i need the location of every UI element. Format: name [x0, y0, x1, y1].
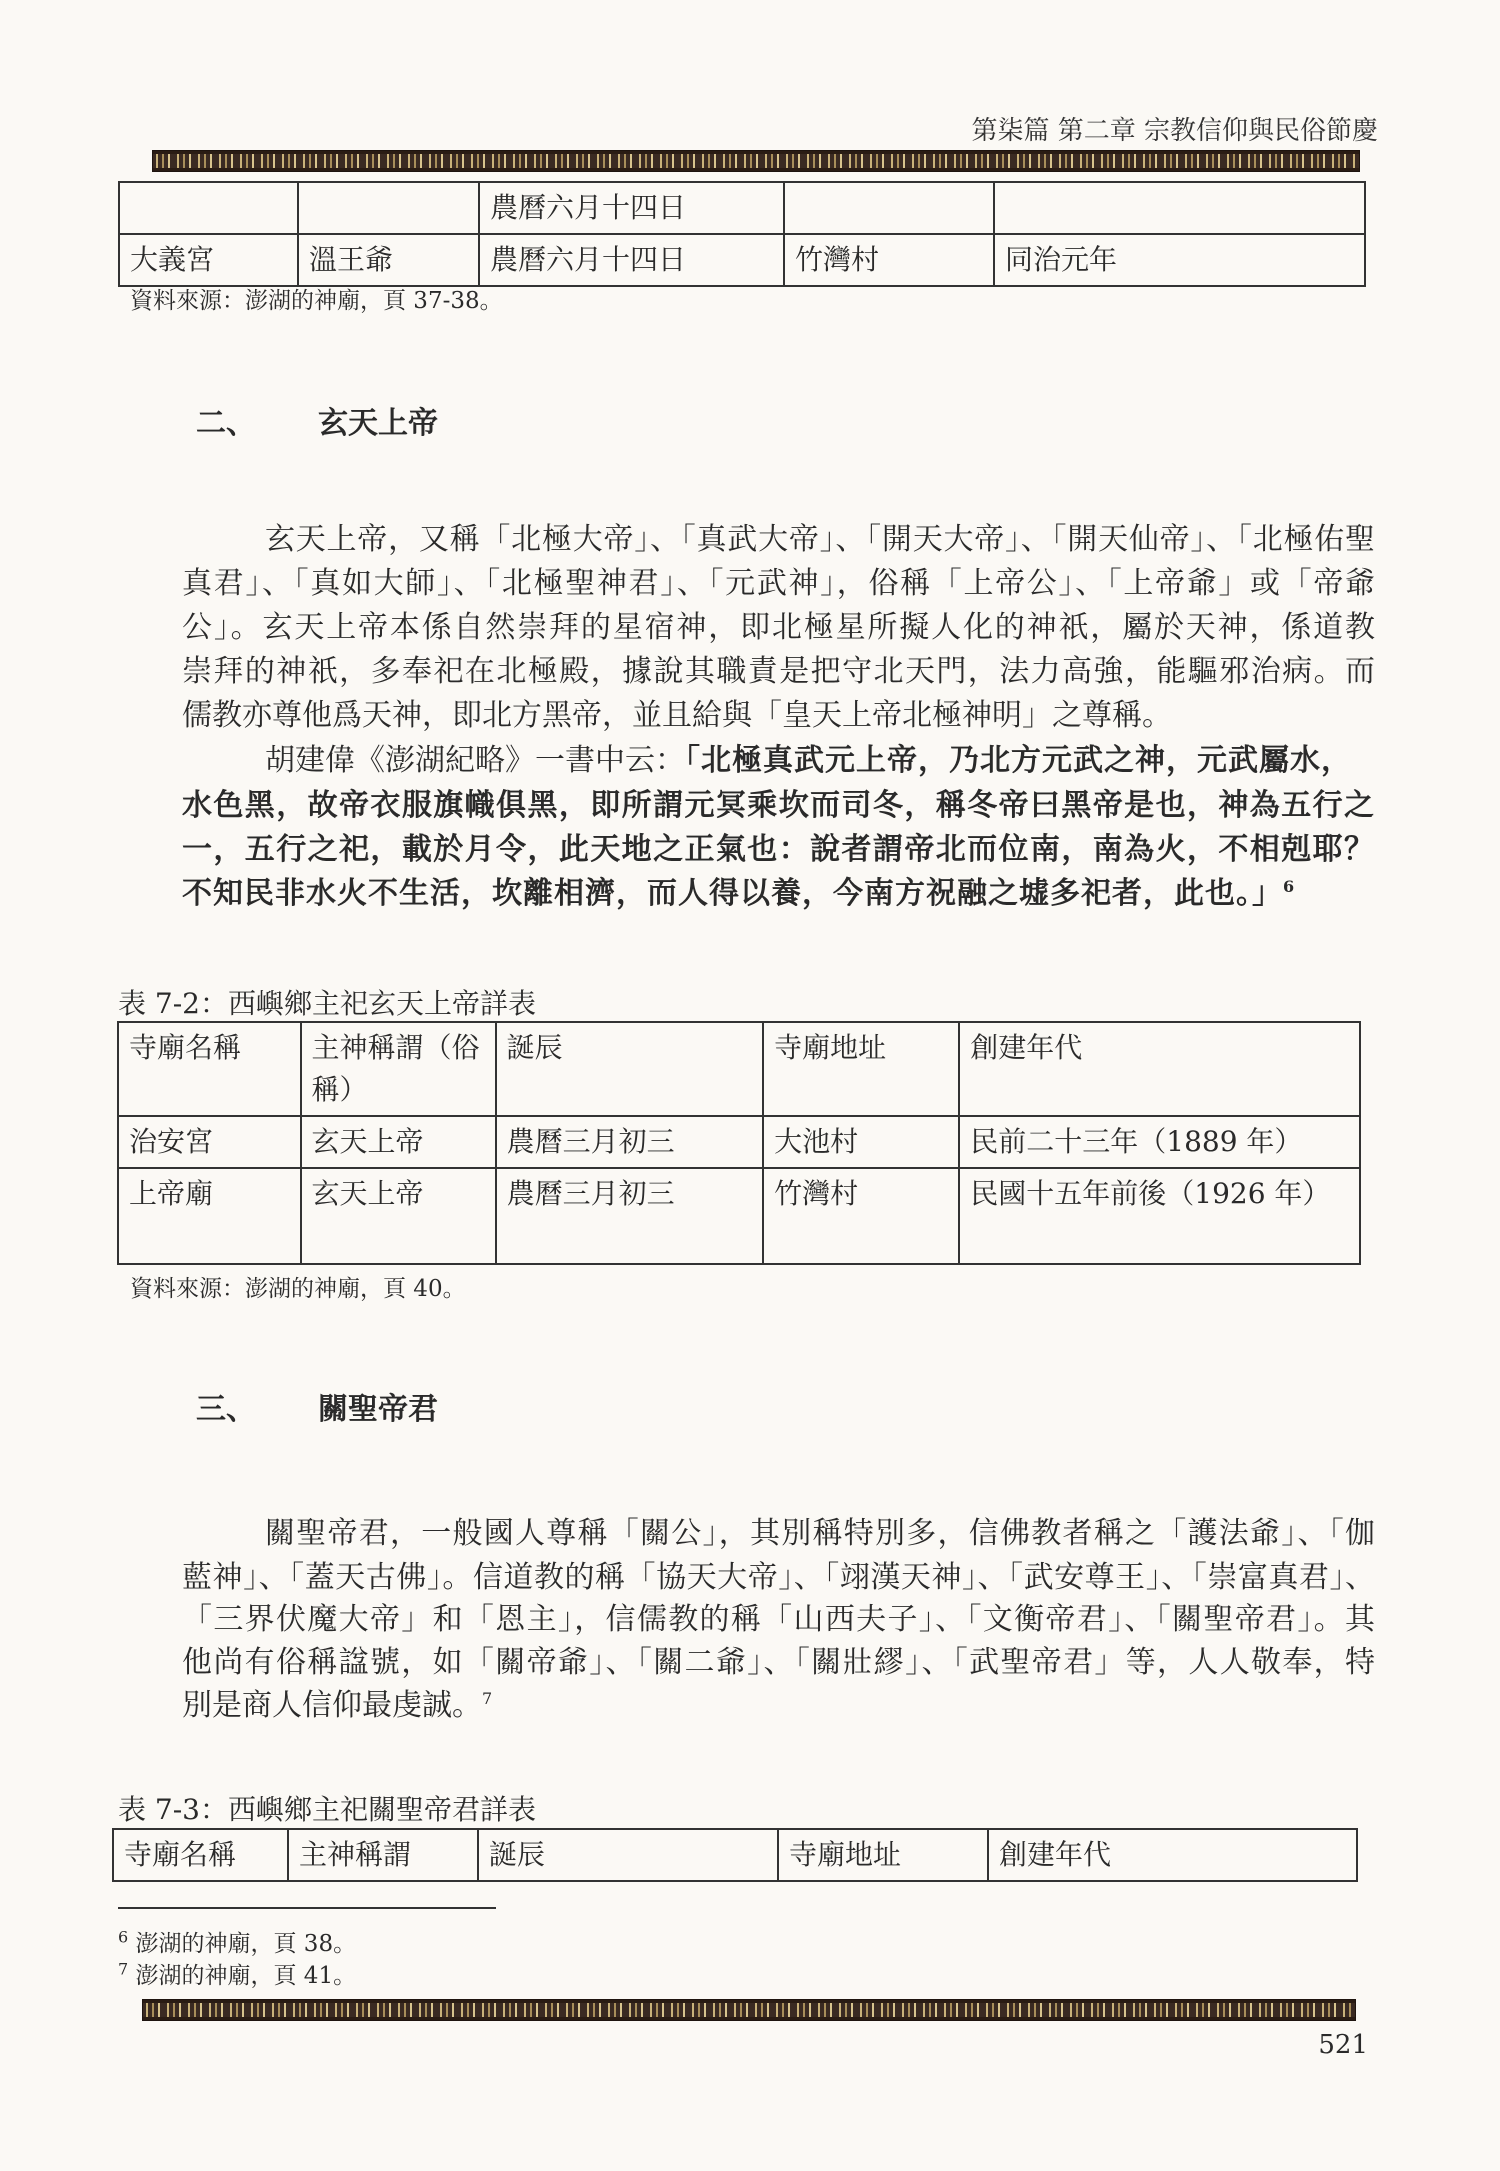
table-cell: 玄天上帝: [301, 1168, 496, 1264]
table-xuantian: [117, 1021, 1361, 1265]
table-cell: 竹灣村: [784, 234, 994, 286]
table-header-row: [118, 1022, 1360, 1116]
table-header: 創建年代: [988, 1829, 1357, 1881]
paragraph-line: 他尚有俗稱諡號，如「關帝爺」、「關二爺」、「關壯繆」、「武聖帝君」等，人人敬奉，特: [182, 1645, 1375, 1680]
table-header: 主神稱謂（俗稱）: [301, 1022, 496, 1116]
table-cell: 農曆三月初三: [496, 1168, 763, 1264]
table-caption: 表 7-3：西嶼鄉主祀關聖帝君詳表: [118, 1793, 536, 1826]
footnote-text: 澎湖的神廟，頁 41。: [135, 1963, 357, 1989]
running-header: 第柒篇 第二章 宗教信仰與民俗節慶: [971, 116, 1378, 146]
paragraph-line: 關聖帝君，一般國人尊稱「關公」，其別稱特別多，信佛教者稱之「護法爺」、「伽: [265, 1516, 1375, 1551]
footnote-ref: 7: [482, 1689, 493, 1708]
table-header: 寺廟地址: [778, 1829, 988, 1881]
table-row: [119, 234, 1365, 286]
table-cell: 大池村: [763, 1116, 959, 1168]
table-caption: 表 7-2：西嶼鄉主祀玄天上帝詳表: [118, 987, 536, 1020]
paragraph-line: 藍神」、「蓋天古佛」。信道教的稱「協天大帝」、「翊漢天神」、「武安尊王」、「崇富真君」、: [182, 1560, 1375, 1595]
table-header: 創建年代: [959, 1022, 1360, 1116]
table-cell: 治安宮: [118, 1116, 301, 1168]
table-cell: 溫王爺: [298, 234, 479, 286]
paragraph-line: 「三界伏魔大帝」和「恩主」，信儒教的稱「山西夫子」、「文衡帝君」、「關聖帝君」。其: [182, 1602, 1375, 1637]
paragraph-line: [182, 1680, 1375, 1724]
table-header: 寺廟名稱: [118, 1022, 301, 1116]
table-cell: 同治元年: [994, 234, 1365, 286]
table-header: 誕辰: [496, 1022, 763, 1116]
quote-intro: 胡建偉《澎湖紀略》一書中云：: [265, 743, 685, 778]
quote-line: 水色黑，故帝衣服旗幟俱黑，即所謂元冥乘坎而司冬，稱冬帝曰黑帝是也，神為五行之: [182, 788, 1375, 823]
footnote-divider: [118, 1907, 496, 1909]
section-number: 三、: [196, 1392, 256, 1427]
table-header: 寺廟名稱: [113, 1829, 288, 1881]
table-cell: 民國十五年前後（1926 年）: [959, 1168, 1360, 1264]
table-cell: [119, 182, 298, 234]
quote-text: 「北極真武元上帝，乃北方元武之神，元武屬水，: [685, 743, 1352, 778]
table-cell: 農曆六月十四日: [479, 234, 784, 286]
table-row: [119, 182, 1365, 234]
paragraph-line: 真君」、「真如大師」、「北極聖神君」、「元武神」，俗稱「上帝公」、「上帝爺」或「帝爺: [182, 566, 1375, 601]
table-cell: 上帝廟: [118, 1168, 301, 1264]
paragraph-line-text: 別是商人信仰最虔誠。: [182, 1688, 482, 1723]
footnote-number: 6: [118, 1927, 129, 1947]
table-cell: 竹灣村: [763, 1168, 959, 1264]
footnote-number: 7: [118, 1959, 129, 1979]
table-cell: 民前二十三年（1889 年）: [959, 1116, 1360, 1168]
paragraph-line: 儒教亦尊他爲天神，即北方黑帝，並且給與「皇天上帝北極神明」之尊稱。: [182, 698, 1172, 733]
footnote: [118, 1957, 356, 1990]
table-source: 資料來源：澎湖的神廟，頁 40。: [130, 1276, 466, 1302]
table-cell: 農曆六月十四日: [479, 182, 784, 234]
table-header: 主神稱謂: [288, 1829, 478, 1881]
section-title: 玄天上帝: [318, 406, 438, 441]
paragraph-line: 玄天上帝，又稱「北極大帝」、「真武大帝」、「開天大帝」、「開天仙帝」、「北極佑聖: [265, 522, 1375, 557]
section-number: 二、: [196, 406, 256, 441]
table-row: [118, 1116, 1360, 1168]
table-cell: 農曆三月初三: [496, 1116, 763, 1168]
decorative-border-bottom: [142, 1999, 1356, 2021]
table-header: 寺廟地址: [763, 1022, 959, 1116]
page-number: 521: [1318, 2030, 1368, 2060]
table-cell: 大義宮: [119, 234, 298, 286]
footnote: [118, 1925, 356, 1958]
footnote-text: 澎湖的神廟，頁 38。: [135, 1931, 357, 1957]
quote-line-text: 不知民非水火不生活，坎離相濟，而人得以養，今南方祝融之墟多祀者，此也。」: [182, 876, 1283, 911]
table-guansheng: [112, 1828, 1358, 1882]
table-cell: [994, 182, 1365, 234]
paragraph-line: [265, 735, 1375, 779]
table-row: [118, 1168, 1360, 1264]
paragraph-line: 崇拜的神祇，多奉祀在北極殿，據說其職責是把守北天門，法力高強，能驅邪治病。而: [182, 654, 1375, 689]
table-cell: [784, 182, 994, 234]
quote-line: 一，五行之祀，載於月令，此天地之正氣也：說者謂帝北而位南，南為火，不相剋耶？: [182, 832, 1375, 867]
table-header: 誕辰: [478, 1829, 778, 1881]
table-source: 資料來源：澎湖的神廟，頁 37-38。: [130, 288, 503, 314]
table-cell: 玄天上帝: [301, 1116, 496, 1168]
section-title: 關聖帝君: [318, 1392, 438, 1427]
table-header-row: [113, 1829, 1357, 1881]
table-continued: [118, 181, 1366, 287]
table-cell: [298, 182, 479, 234]
paragraph-line: 公」。玄天上帝本係自然崇拜的星宿神，即北極星所擬人化的神祇，屬於天神，係道教: [182, 610, 1375, 645]
decorative-border-top: [152, 150, 1360, 172]
quote-line: [182, 868, 1375, 912]
footnote-ref: 6: [1283, 877, 1296, 896]
